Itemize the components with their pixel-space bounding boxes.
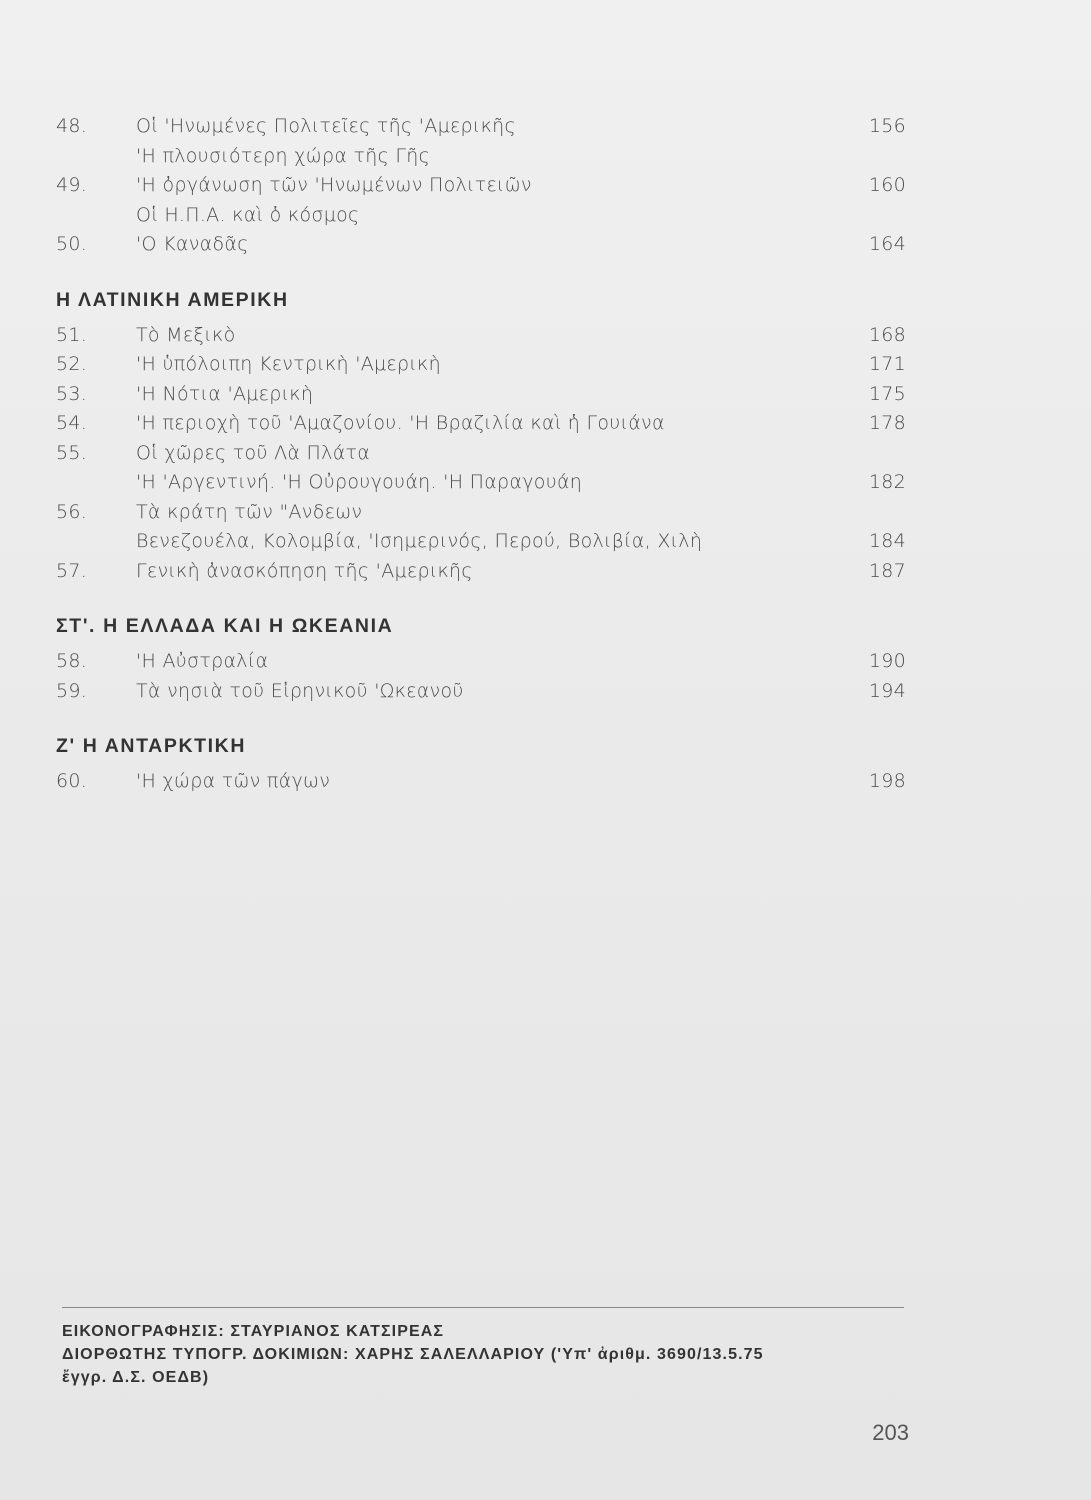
toc-entry xyxy=(56,468,906,498)
entry-page: 175 xyxy=(868,382,906,405)
footer-divider xyxy=(62,1307,904,1308)
entry-page: 171 xyxy=(868,353,906,375)
toc-entry xyxy=(56,230,906,260)
entry-number: 48. xyxy=(56,115,88,137)
table-of-contents xyxy=(56,112,906,797)
entry-title: Τὰ νησιὰ τοῦ Εἰρηνικοῦ 'Ωκεανοῦ xyxy=(136,679,464,702)
section-heading-greece-oceania: ΣΤ'. Η ΕΛΛΑΔΑ ΚΑΙ Η ΩΚΕΑΝΙΑ xyxy=(56,615,394,637)
toc-entry xyxy=(56,677,906,707)
toc-entry xyxy=(56,498,906,528)
entry-title: 'Η χώρα τῶν πάγων xyxy=(136,770,331,792)
entry-number: 57. xyxy=(56,559,88,582)
entry-page: 184 xyxy=(868,530,906,552)
entry-title: Γενικὴ ἀνασκόπηση τῆς 'Αμερικῆς xyxy=(136,559,473,582)
section-heading-latin-america: Η ΛΑΤΙΝΙΚΗ ΑΜΕΡΙΚΗ xyxy=(56,288,289,311)
entry-number: 53. xyxy=(56,382,88,405)
toc-entry xyxy=(56,142,906,172)
entry-title: 'Ο Καναδᾶς xyxy=(136,233,249,255)
colophon-approval: ἔγγρ. Δ.Σ. ΟΕΔΒ) xyxy=(62,1369,210,1386)
entry-number: 58. xyxy=(56,650,88,672)
entry-page: 187 xyxy=(868,559,906,582)
entry-title: Τὰ κράτη τῶν "Ανδεων xyxy=(136,500,363,523)
entry-number: 60. xyxy=(56,770,88,792)
entry-number: 54. xyxy=(56,412,88,434)
entry-title: 'Η περιοχὴ τοῦ 'Αμαζονίου. 'Η Βραζιλία καὶ ἡ Γουιάνα xyxy=(136,412,665,434)
toc-group-latin-america xyxy=(56,321,906,587)
entry-page: 164 xyxy=(868,233,906,255)
entry-page: 156 xyxy=(868,115,906,137)
entry-page: 194 xyxy=(868,679,906,702)
toc-entry xyxy=(56,647,906,677)
toc-entry xyxy=(56,527,906,557)
section-heading-antarctica: Ζ' Η ΑΝΤΑΡΚΤΙΚΗ xyxy=(56,735,247,757)
toc-entry xyxy=(56,112,906,142)
toc-entry xyxy=(56,380,906,410)
entry-title: 'Η ὀργάνωση τῶν 'Ηνωμένων Πολιτειῶν xyxy=(136,174,532,196)
toc-entry xyxy=(56,439,906,469)
toc-group-oceania xyxy=(56,647,906,706)
entry-title: Οἱ Η.Π.Α. καὶ ὁ κόσμος xyxy=(136,203,360,226)
toc-entry xyxy=(56,557,906,587)
colophon-illustrator: ΕΙΚΟΝΟΓΡΑΦΗΣΙΣ: ΣΤΑΥΡΙΑΝΟΣ ΚΑΤΣΙΡΕΑΣ xyxy=(62,1323,445,1340)
toc-entry xyxy=(56,350,906,380)
entry-number: 59. xyxy=(56,679,88,702)
toc-entry xyxy=(56,767,906,797)
colophon xyxy=(62,1320,764,1389)
entry-title: Οἱ 'Ηνωμένες Πολιτεῖες τῆς 'Αμερικῆς xyxy=(136,115,516,137)
entry-page: 168 xyxy=(868,323,906,346)
entry-number: 51. xyxy=(56,323,88,346)
toc-entry xyxy=(56,321,906,351)
entry-title: Βενεζουέλα, Κολομβία, 'Ισημερινός, Περού, Βολιβία, Χιλὴ xyxy=(136,530,703,552)
entry-page: 182 xyxy=(868,471,906,493)
entry-title: 'Η Αὐστραλία xyxy=(136,650,269,672)
entry-title: 'Η ὑπόλοιπη Κεντρικὴ 'Αμερικὴ xyxy=(136,353,441,375)
entry-number: 49. xyxy=(56,174,88,196)
entry-number: 55. xyxy=(56,441,88,464)
toc-entry xyxy=(56,409,906,439)
entry-number: 56. xyxy=(56,500,88,523)
entry-number: 50. xyxy=(56,233,88,255)
toc-group-usa-canada xyxy=(56,112,906,260)
entry-title: Τὸ Μεξικὸ xyxy=(136,323,236,346)
toc-entry xyxy=(56,171,906,201)
toc-group-antarctica xyxy=(56,767,906,797)
entry-title: Οἱ χῶρες τοῦ Λὰ Πλάτα xyxy=(136,441,371,464)
entry-title: 'Η Νότια 'Αμερικὴ xyxy=(136,382,314,405)
entry-page: 198 xyxy=(868,770,906,792)
entry-page: 178 xyxy=(868,412,906,434)
entry-number: 52. xyxy=(56,353,88,375)
page-number: 203 xyxy=(872,1420,909,1445)
entry-title: 'Η πλουσιότερη χώρα τῆς Γῆς xyxy=(136,144,431,167)
colophon-proofreader: ΔΙΟΡΘΩΤΗΣ ΤΥΠΟΓΡ. ΔΟΚΙΜΙΩΝ: ΧΑΡΗΣ ΣΑΛΕΛΛΑΡΙΟΥ ('Υπ' ἀριθμ. 3690/13.5.75 xyxy=(62,1346,764,1363)
entry-page: 190 xyxy=(868,650,906,672)
toc-entry xyxy=(56,201,906,231)
entry-page: 160 xyxy=(868,174,906,196)
entry-title: 'Η 'Αργεντινή. 'Η Οὐρουγουάη. 'Η Παραγουάη xyxy=(136,471,583,493)
